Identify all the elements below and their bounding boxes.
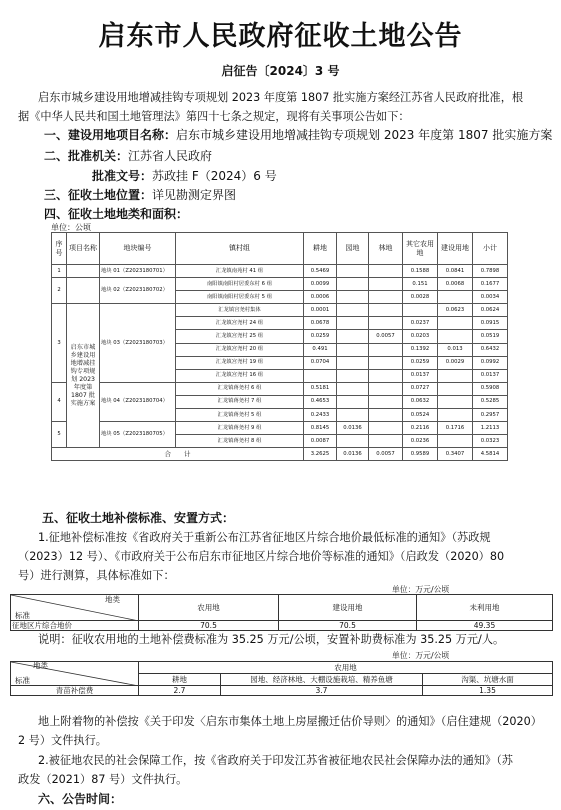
village-group: 汇龙镇宫尧村 20 组 (176, 343, 304, 356)
area-value (438, 317, 473, 330)
p5-1-line-2: （2023）12 号）、《市政府关于公布启东市征地区片综合地价等标准的通知》（启政发（2020）80 (18, 550, 505, 563)
total-value: 0.9589 (403, 448, 438, 461)
col-header: 序号 (52, 233, 67, 265)
area-value (337, 330, 369, 343)
p5-1-line-1: 1.征地补偿标准按《省政府关于重新公布江苏省征地区片综合地价最低标准的通知》（苏政规 (38, 531, 491, 544)
col-header: 项目名称 (67, 233, 100, 265)
crop-table (10, 661, 553, 696)
area-value (369, 356, 403, 369)
area-value: 0.013 (438, 343, 473, 356)
diagonal-line (11, 662, 139, 686)
area-value: 0.0203 (403, 330, 438, 343)
document-number: 启征告〔2024〕3 号 (221, 64, 340, 78)
crop-col-header: 耕地 (139, 674, 221, 686)
col-header: 小计 (473, 233, 508, 265)
area-value (369, 422, 403, 435)
area-value: 0.0841 (438, 265, 473, 278)
area-value (337, 395, 369, 408)
area-value: 0.5181 (304, 382, 337, 395)
section-1-value: 启东市城乡建设用地增减挂钩专项规划 2023 年度第 1807 批实施方案 (176, 128, 553, 142)
note: 说明：征收农用地的土地补偿费标准为 35.25 万元/公顷，安置补助费标准为 35.25 万元/人。 (38, 633, 505, 646)
area-value (304, 369, 337, 382)
area-value (438, 409, 473, 422)
p5-2-line-2: 2 号）文件执行。 (18, 734, 107, 747)
price-table-unit: 单位：万元/公顷 (392, 585, 450, 594)
area-value: 0.5285 (473, 395, 508, 408)
section-5-label: 五、征收土地补偿标准、安置方式： (42, 511, 235, 525)
area-value: 0.0623 (438, 304, 473, 317)
project-cell-empty (67, 278, 100, 304)
area-value: 0.0236 (403, 435, 438, 448)
village-group: 汇龙镇宫尧村 25 组 (176, 330, 304, 343)
village-group: 汇龙镇宫尧村集体 (176, 304, 304, 317)
section-4-label: 四、征收土地地类和面积： (44, 207, 189, 221)
price-col-header: 农用地 (139, 595, 279, 621)
area-value (369, 369, 403, 382)
plot-id: 地块 01（Z2023180701） (100, 265, 176, 278)
area-value: 0.0006 (304, 291, 337, 304)
village-group: 汇龙镇蒋尧村 6 组 (176, 382, 304, 395)
price-table-corner (11, 595, 139, 621)
table-row (52, 304, 508, 317)
village-group: 汇龙镇蒋尧村 8 组 (176, 435, 304, 448)
total-value: 0.0136 (337, 448, 369, 461)
crop-value: 1.35 (423, 686, 553, 696)
area-value (438, 395, 473, 408)
area-value (369, 382, 403, 395)
section-1-label: 一、建设用地项目名称： (44, 128, 177, 142)
area-value: 0.5469 (304, 265, 337, 278)
table-row (52, 278, 508, 291)
area-value: 1.2113 (473, 422, 508, 435)
area-value (337, 278, 369, 291)
section-3-label: 三、征收土地位置： (44, 188, 153, 202)
area-value: 0.0624 (473, 304, 508, 317)
plot-id: 地块 02（Z2023180702） (100, 278, 176, 304)
land-table (51, 232, 508, 461)
area-value: 0.0137 (473, 369, 508, 382)
area-value (369, 304, 403, 317)
section-6-label: 六、公告时间： (38, 792, 123, 806)
total-row (52, 448, 508, 461)
total-label: 合 计 (52, 448, 304, 461)
area-value: 0.2433 (304, 409, 337, 422)
area-value (337, 291, 369, 304)
area-value (369, 317, 403, 330)
project-cell-empty (67, 265, 100, 278)
row-number: 5 (52, 422, 67, 448)
area-value (337, 409, 369, 422)
plot-id: 地块 05（Z2023180705） (100, 422, 176, 448)
total-value: 0.0057 (369, 448, 403, 461)
area-value: 0.1392 (403, 343, 438, 356)
area-value: 0.0057 (369, 330, 403, 343)
area-value: 0.0632 (403, 395, 438, 408)
area-value: 0.0915 (473, 317, 508, 330)
crop-row-label: 青苗补偿费 (11, 686, 139, 696)
row-number: 1 (52, 265, 67, 278)
area-value (438, 435, 473, 448)
p5-2-line-1: 地上附着物的补偿按《关于印发〈启东市集体土地上房屋搬迁估价导则〉的通知》（启住建规（2020） (38, 715, 542, 728)
corner-top-label: 地类 (105, 595, 120, 604)
corner-bottom-label: 标准 (15, 611, 30, 620)
section-2 (44, 147, 212, 164)
project-name: 启东市城乡建设用地增减挂钩专项规划 2023 年度第 1807 批实施方案 (67, 304, 100, 448)
area-value (403, 304, 438, 317)
village-group: 汇龙镇宫尧村 16 组 (176, 369, 304, 382)
village-group: 汇龙镇蒋尧村 7 组 (176, 395, 304, 408)
area-value: 0.4653 (304, 395, 337, 408)
land-table-header (52, 233, 508, 265)
price-value: 70.5 (279, 621, 417, 631)
area-value: 0.2116 (403, 422, 438, 435)
area-value (337, 356, 369, 369)
approval-doc-label: 批准文号： (92, 169, 153, 183)
section-2-value: 江苏省人民政府 (128, 149, 213, 163)
area-value: 0.0727 (403, 382, 438, 395)
crop-value: 3.7 (221, 686, 423, 696)
area-value: 0.0323 (473, 435, 508, 448)
area-value (369, 265, 403, 278)
col-header: 耕地 (304, 233, 337, 265)
crop-col-header: 沟渠、坑塘水面 (423, 674, 553, 686)
approval-doc-value: 苏政挂 F（2024）6 号 (152, 169, 277, 183)
price-col-header: 未利用地 (417, 595, 553, 621)
row-number: 2 (52, 278, 67, 304)
area-value: 0.2957 (473, 409, 508, 422)
crop-table-corner (11, 662, 139, 686)
crop-value: 2.7 (139, 686, 221, 696)
area-value: 0.0704 (304, 356, 337, 369)
area-value: 0.0519 (473, 330, 508, 343)
village-group: 南阳镇南阳村居委东村 5 组 (176, 291, 304, 304)
area-value: 0.1588 (403, 265, 438, 278)
area-value (337, 435, 369, 448)
plot-id: 地块 03（Z2023180703） (100, 304, 176, 383)
area-value: 0.0136 (337, 422, 369, 435)
area-value (337, 382, 369, 395)
area-value: 0.0099 (304, 278, 337, 291)
corner-top-label: 地类 (33, 661, 48, 670)
table-row (52, 422, 508, 435)
area-value: 0.0029 (438, 356, 473, 369)
section-1 (44, 126, 552, 143)
area-value (369, 409, 403, 422)
section-3 (44, 186, 236, 203)
village-group: 汇龙镇宫尧村 24 组 (176, 317, 304, 330)
area-value (369, 291, 403, 304)
area-value (369, 278, 403, 291)
village-group: 汇龙镇蒋尧村 5 组 (176, 409, 304, 422)
price-row-label: 征地区片综合地价 (11, 621, 139, 631)
col-header: 建设用地 (438, 233, 473, 265)
section-2-label: 二、批准机关： (44, 149, 129, 163)
p5-3-line-1: 2.被征地农民的社会保障工作，按《省政府关于印发江苏省被征地农民社会保障办法的通知》（苏 (38, 754, 513, 767)
area-value: 0.0259 (304, 330, 337, 343)
area-value (337, 265, 369, 278)
area-value (438, 330, 473, 343)
section-3-value: 详见勘测定界图 (152, 188, 237, 202)
area-value: 0.0034 (473, 291, 508, 304)
crop-group-header: 农用地 (139, 662, 553, 674)
area-value: 0.0137 (403, 369, 438, 382)
area-value: 0.0992 (473, 356, 508, 369)
area-value: 0.0001 (304, 304, 337, 317)
area-value: 0.7898 (473, 265, 508, 278)
p5-1-line-3: 号）进行测算，具体标准如下： (18, 569, 175, 582)
area-value: 0.0087 (304, 435, 337, 448)
area-value: 0.0678 (304, 317, 337, 330)
area-value: 0.0259 (403, 356, 438, 369)
col-header: 镇村组 (176, 233, 304, 265)
crop-table-unit: 单位：万元/公顷 (392, 651, 450, 660)
area-value (438, 369, 473, 382)
plot-id: 地块 04（Z2023180704） (100, 382, 176, 421)
col-header: 其它农用地 (403, 233, 438, 265)
total-value: 0.3407 (438, 448, 473, 461)
area-value: 0.0068 (438, 278, 473, 291)
col-header: 园地 (337, 233, 369, 265)
area-value (337, 304, 369, 317)
area-value (438, 382, 473, 395)
table-row (52, 265, 508, 278)
area-value: 0.151 (403, 278, 438, 291)
area-value: 0.8145 (304, 422, 337, 435)
area-value: 0.0028 (403, 291, 438, 304)
intro-line-1: 启东市城乡建设用地增减挂钩专项规划 2023 年度第 1807 批实施方案经江苏省人民政府批准，根 (38, 91, 524, 104)
col-header: 林地 (369, 233, 403, 265)
area-value: 0.0524 (403, 409, 438, 422)
area-value (337, 317, 369, 330)
area-value: 0.0237 (403, 317, 438, 330)
price-row (11, 621, 553, 631)
p5-3-line-2: 政发（2021）87 号）文件执行。 (18, 773, 188, 786)
price-col-header: 建设用地 (279, 595, 417, 621)
area-value (337, 343, 369, 356)
price-value: 70.5 (139, 621, 279, 631)
village-group: 汇龙镇宫尧村 19 组 (176, 356, 304, 369)
price-table (10, 594, 553, 631)
total-value: 3.2625 (304, 448, 337, 461)
area-value (369, 343, 403, 356)
intro-line-2: 据《中华人民共和国土地管理法》第四十七条之规定，现将有关事项公告如下： (18, 110, 410, 123)
price-value: 49.35 (417, 621, 553, 631)
page-title: 启东市人民政府征收土地公告 (98, 21, 463, 52)
row-number: 3 (52, 304, 67, 383)
area-value: 0.1716 (438, 422, 473, 435)
table-row (52, 382, 508, 395)
area-value: 0.1677 (473, 278, 508, 291)
area-value: 0.491 (304, 343, 337, 356)
area-value: 0.5908 (473, 382, 508, 395)
village-group: 南阳镇南阳村居委东村 6 组 (176, 278, 304, 291)
area-value (337, 369, 369, 382)
crop-col-header: 园地、经济林地、大棚设施栽培、精养鱼塘 (221, 674, 423, 686)
corner-bottom-label: 标准 (15, 676, 30, 685)
village-group: 汇龙镇蒋尧村 9 组 (176, 422, 304, 435)
village-group: 汇龙镇南苑村 41 组 (176, 265, 304, 278)
col-header: 地块编号 (100, 233, 176, 265)
crop-row (11, 686, 553, 696)
area-value (438, 291, 473, 304)
area-value: 0.6432 (473, 343, 508, 356)
area-value (369, 435, 403, 448)
row-number: 4 (52, 382, 67, 421)
total-value: 4.5814 (473, 448, 508, 461)
section-2-doc (92, 167, 277, 184)
area-value (369, 395, 403, 408)
land-table-unit: 单位：公顷 (51, 223, 91, 232)
